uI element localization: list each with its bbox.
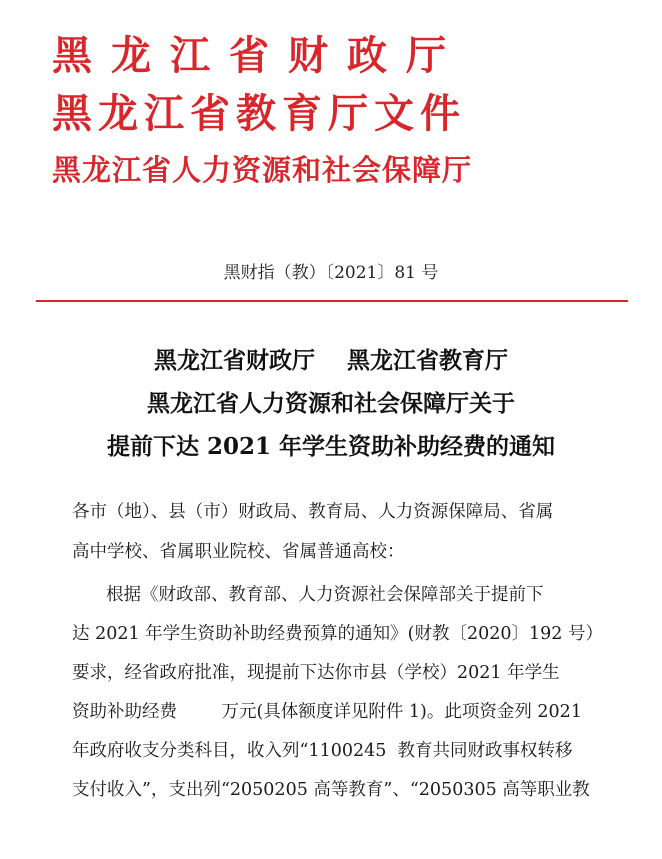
issuer-education-dept-document: 黑龙江省教育厅文件 — [52, 90, 466, 137]
body-paragraph-line-2: 达 2021 年学生资助补助经费预算的通知》(财教〔2020〕192 号） — [72, 624, 603, 644]
body-paragraph-line-5: 年政府收支分类科目，收入列“1100245 教育共同财政事权转移 — [72, 741, 573, 761]
issuer-finance-dept: 黑龙江省财政厅 — [52, 32, 465, 79]
issuer-hrss-dept: 黑龙江省人力资源和社会保障厅 — [52, 153, 473, 187]
notice-title-line-2: 黑龙江省人力资源和社会保障厅关于 — [147, 390, 515, 417]
body-paragraph-line-4: 资助补助经费 万元(具体额度详见附件 1)。此项资金列 2021 — [72, 702, 582, 722]
addressee-line-2: 高中学校、省属职业院校、省属普通高校： — [72, 542, 405, 562]
body-paragraph-line-6: 支付收入”，支出列“2050205 高等教育”、“2050305 高等职业教 — [72, 780, 590, 800]
notice-title-line-1: 黑龙江省财政厅 黑龙江省教育厅 — [153, 347, 509, 374]
addressee-line-1: 各市（地）、县（市）财政局、教育局、人力资源保障局、省属 — [72, 502, 554, 522]
body-paragraph-line-1: 根据《财政部、教育部、人力资源社会保障部关于提前下 — [106, 585, 544, 605]
notice-title-line-3: 提前下达 2021 年学生资助补助经费的通知 — [106, 433, 556, 460]
body-paragraph-line-3: 要求，经省政府批准，现提前下达你市县（学校）2021 年学生 — [72, 663, 560, 683]
red-divider-line — [36, 300, 628, 302]
document-number: 黑财指（教）〔2021〕81 号 — [223, 263, 439, 283]
